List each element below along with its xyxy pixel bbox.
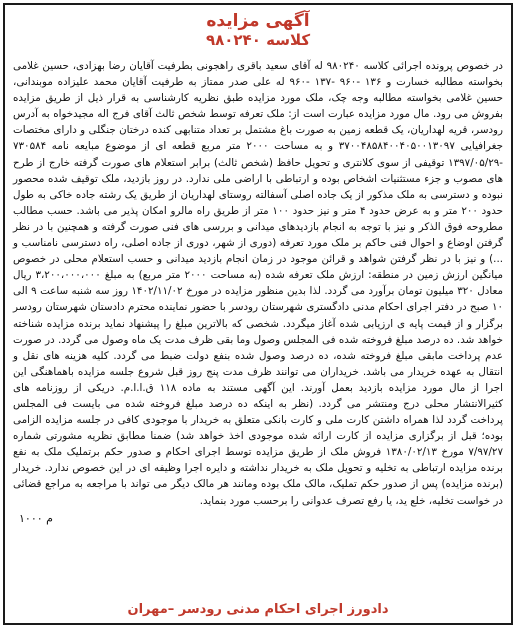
- notice-frame: [3, 3, 513, 625]
- notice-title: آگهی مزایده: [206, 11, 310, 31]
- notice-subtitle: کلاسه ۹۸۰۲۴۰: [205, 31, 311, 49]
- notice-footer-signature: دادورز اجرای احکام مدنی رودسر –مهران: [127, 602, 389, 617]
- notice-body: در خصوص پرونده اجرائی کلاسه ۹۸۰۲۴۰ له آقای سعید باقری راهجونی بطرفیت آقایان رضا بهزادی، حسین غلامی بخواسته مطالبه خسارت و ۱۳۶ -۹۶۰ -۱۳۷ -۹۶۰ له علی صدر ممتاز به طرفیت آقایان محمد علیزاده موبندانی، حسین غلامی بخواسته مطالبه وجه چک، ملک مورد مزایده طبق نظریه کارشناسی به قرار ذیل از طریق مزایده بفروش می رود. مال مورد مزایده عبارت است از: ملک تعرفه توسط شخص ثالث آقای فرج اله مجیدخواه به آدرس رودسر، قریه لهداریان، یک قطعه زمین به صورت باغ مشتمل بر تعداد متنابهی کنده درختان جنگلی و دارای مختصات جغرافیایی ۳۷۰۰۴۸۵۸۴۰۰۴۰۵۰۰۱۳۰۹۷ و به مساحت ۲۰۰۰ متر مربع قطعه ای از موضوع مبایعه نامه ۷۳۰۵۸۴ -۱۳۹۷/۰۵/۲۹ توقیفی از سوی کلانتری و تحویل حافظ (شخص ثالث) برابر استعلام های صورت گرفته خارج از طرح های مصوب و جزء مستثنیات اشخاص بوده و ارتباطی با اراضی ملی ندارد. در روز بازدید، ملک توقیف شده محصور نبوده و دسترسی به ملک مذکور از یک جاده اصلی آسفالته روستای لهداریان از طریق یک رشته جاده خاکی به طول حدود ۲۰۰ متر و به عرض حدود ۴ متر و نیز حدود ۱۰۰ متر از طریق راه مالرو امکان پذیر می باشد. حسب مطالب مطروحه فوق الذکر و نیز با توجه به انجام بازدیدهای میدانی و بررسی های فنی صورت گرفته و همچنین با در نظر گرفتن اوضاع و احوال فنی حاکم بر ملک مورد تعرفه (دوری از شهر، دوری از جاده اصلی، راه دسترسی نامناسب و ...) و نیز با در نظر گرفتن شواهد و قرائن موجود در زمان انجام بازدید میدانی و حسب استعلام محلی در خصوص میانگین ارزش زمین در منطقه: ارزش ملک تعرفه شده (به مساحت ۲۰۰۰ متر مربع) به مبلغ ۳،۲۰۰،۰۰۰،۰۰۰ ریال معادل ۳۲۰ میلیون تومان برآورد می گردد. لذا بدین منظور مزایده در مورخ ۱۴۰۲/۱۱/۰۲ روز سه شنبه ساعت ۹ الی ۱۰ صبح در دفتر اجرای احکام مدنی دادگستری شهرستان رودسر با حضور نماینده محترم دادستان شهرستان رودسر برگزار و از قیمت پایه ی ارزیابی شده آغاز میگردد. شخصی که بالاترین مبلغ را پیشنهاد نماید برنده مزایده شناخته خواهد شد. ده درصد مبلغ فروخته شده فی المجلس وصول وما بقی ظرف مدت یک ماه وصول می گردد. در صورت عدم پرداخت مابقی مبلغ فروخته شده، ده درصد وصول شده بنفع دولت ضبط می گردد. کلیه هزینه های نقل و انتقال به عهده خریدار می باشد. خریداران می توانند ظرف مدت پنج روز قبل شروع جلسه مزایده باهماهنگی این اجرا از مال مورد مزایده بازدید بعمل آورند. این آگهی مستند به ماده ۱۱۸ ق.ا.ا.م. دریکی از روزنامه های کثیرالانتشار محلی درج ومنتشر می گردد. (نظر به اینکه ده درصد مبلغ فروخته شده می بایست فی المجلس پرداخت گردد لذا همراه داشتن کارت ملی و کارت بانکی متعلق به خریدار با موجودی کافی در جلسه مزایده الزامی بوده؛ قبل از برگزاری مزایده از کارت ارائه شده موجودی اخذ خواهد شد) ضمنا مطابق نظریه مشورتی شماره ۷/۹۷/۲۷ مورخ ۱۳۸۰/۰۲/۱۳ فروش ملک از طریق مزایده توسط اجرای احکام و صدور حکم برتملیک ملک به نفع برنده مزایده ارتباطی به تخلیه و تحویل ملک به خریدار نداشته و دایره اجرا وظیفه ای در این خصوص ندارد. خریدار (برنده مزایده) پس از صدور حکم تملیک، مالک ملک بوده ومانند هر مالک دیگر می تواند با مراجعه به مراجع قضائی در خواست تخلیه، خلع ید، یا رفع تصرف عدوانی را برحسب مورد بنماید.: [13, 60, 504, 507]
- notice-reference: م ۱۰۰۰: [19, 511, 53, 525]
